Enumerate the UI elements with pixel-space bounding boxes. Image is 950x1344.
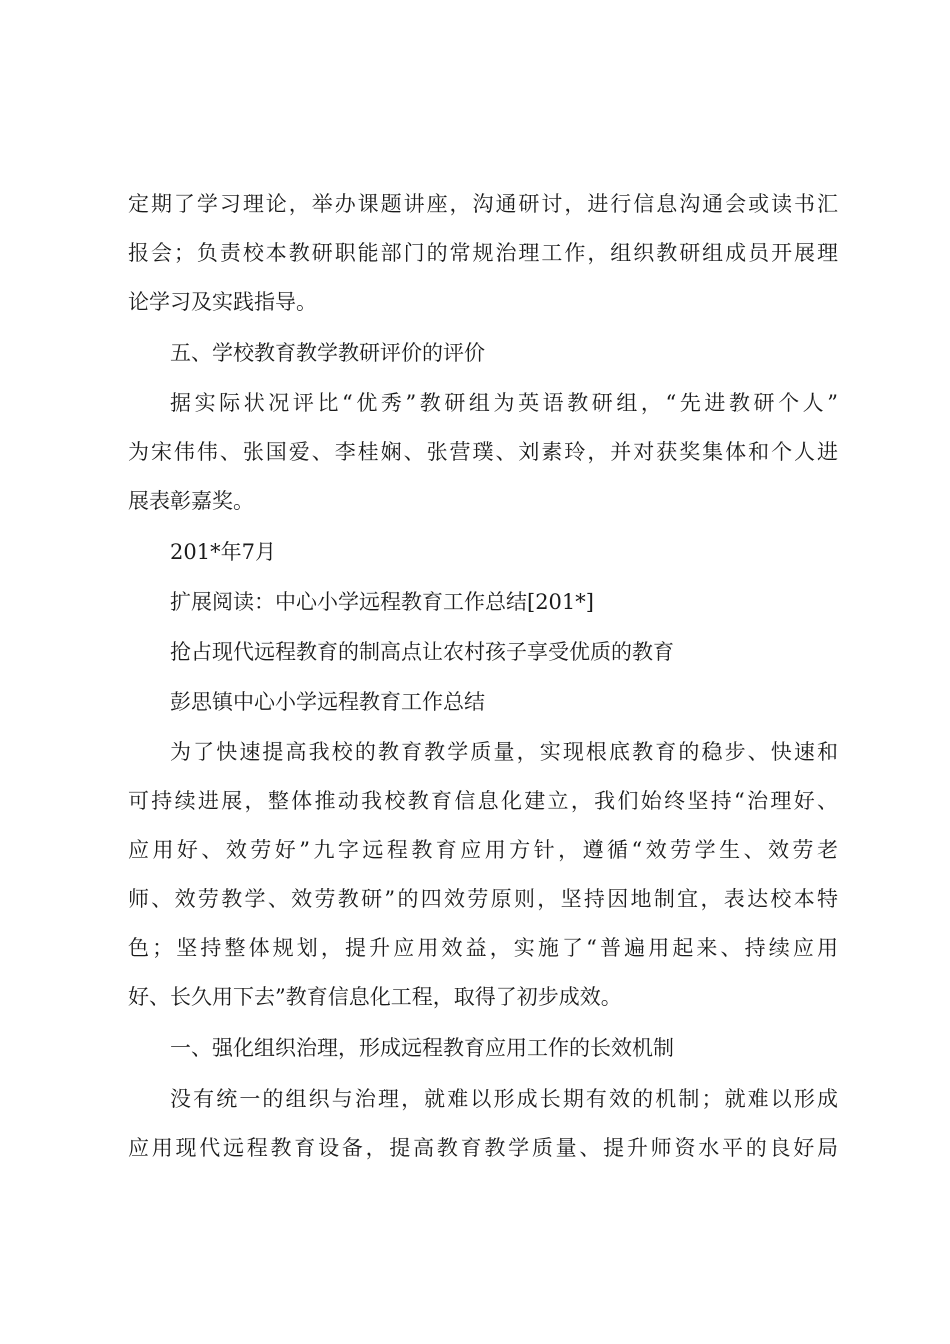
- text-line: 色；坚持整体规划，提升应用效益，实施了“普遍用起来、持续应用: [128, 936, 838, 960]
- text-line: 没有统一的组织与治理，就难以形成长期有效的机制；就难以形成: [170, 1087, 838, 1111]
- text-line: 展表彰嘉奖。: [128, 489, 254, 513]
- report-title: 彭思镇中心小学远程教育工作总结: [170, 690, 485, 714]
- date-line: 201*年7月: [170, 540, 276, 564]
- text-line: 为了快速提高我校的教育教学质量，实现根底教育的稳步、快速和: [170, 740, 838, 764]
- text-line: 可持续进展，整体推动我校教育信息化建立，我们始终坚持“治理好、: [128, 789, 838, 813]
- text-line: 定期了学习理论，举办课题讲座，沟通研讨，进行信息沟通会或读书汇: [128, 192, 838, 216]
- section-heading: 一、强化组织治理，形成远程教育应用工作的长效机制: [170, 1036, 674, 1060]
- text-line: 应用现代远程教育设备，提高教育教学质量、提升师资水平的良好局: [128, 1136, 838, 1160]
- extended-reading-title: 扩展阅读：中心小学远程教育工作总结[201*]: [170, 590, 594, 614]
- text-line: 报会；负责校本教研职能部门的常规治理工作，组织教研组成员开展理: [128, 241, 838, 265]
- subtitle: 抢占现代远程教育的制高点让农村孩子享受优质的教育: [170, 640, 674, 664]
- text-line: 好、长久用下去”教育信息化工程，取得了初步成效。: [128, 985, 622, 1009]
- text-line: 论学习及实践指导。: [128, 290, 317, 314]
- text-line: 为宋伟伟、张国爱、李桂娴、张营璞、刘素玲，并对获奖集体和个人进: [128, 440, 838, 464]
- section-heading: 五、学校教育教学教研评价的评价: [170, 341, 485, 365]
- text-line: 师、效劳教学、效劳教研”的四效劳原则，坚持因地制宜，表达校本特: [128, 887, 838, 911]
- text-line: 应用好、效劳好”九字远程教育应用方针，遵循“效劳学生、效劳老: [128, 838, 838, 862]
- text-line: 据实际状况评比“优秀”教研组为英语教研组，“先进教研个人”: [170, 391, 838, 415]
